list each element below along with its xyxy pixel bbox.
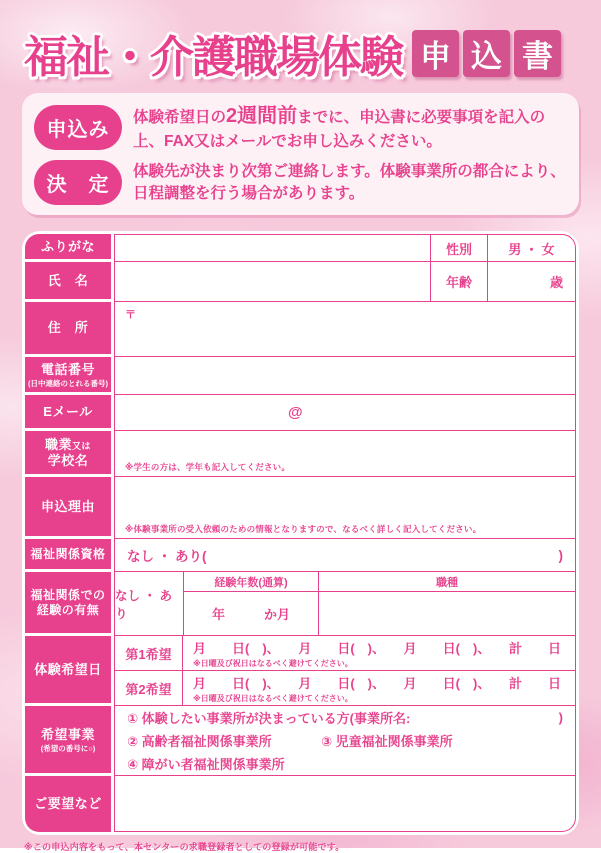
apply-text [133,102,567,153]
experience-label-line1: 福祉関係での [30,587,106,602]
second-choice-input[interactable] [183,671,575,705]
notice-decide-row [34,160,567,205]
date-choice-2 [115,671,575,705]
date-seg: 月 日( )、 [298,641,385,657]
row-experience [25,572,576,636]
page-title: 福祉・介護職場体験 [24,33,402,82]
name-label: 氏 名 [25,262,111,302]
business-option-4-text: ④ 障がい者福祉関係事業所 [127,757,285,773]
business-option-row-2 [127,731,563,750]
occupation-label-line2: 学校名 [47,452,89,468]
furigana-label: ふりがな [25,234,111,262]
row-name [25,262,576,302]
requests-input-area[interactable] [115,776,575,831]
business-label-sub: (希望の番号に○) [40,743,96,753]
date-seg: 月 日( )、 [403,641,491,657]
apply-text-emphasis: 2週間前 [226,105,298,127]
sex-label: 性別 [430,235,487,261]
date-seg: 計 日 [508,641,561,657]
first-choice-input[interactable] [183,636,575,670]
dates-label: 体験希望日 [25,636,111,706]
row-dates [25,636,576,706]
business-option-2[interactable]: ② 高齢者福祉関係事業所 [127,734,272,750]
experience-job-header: 職種 [318,572,575,591]
phone-label-main: 電話番号 [40,361,95,377]
date-seg: 月 日( )、 [403,676,491,692]
date-seg: 月 日( )、 [193,641,280,657]
row-phone [25,357,576,395]
decide-badge: 決 定 [34,160,122,205]
experience-years-input[interactable]: 年 か月 [183,592,318,635]
name-input-area[interactable] [115,262,430,301]
postal-mark: 〒 [125,309,136,322]
sex-choice[interactable]: 男 ・ 女 [487,235,575,261]
furigana-input-area[interactable] [115,235,430,261]
address-label: 住 所 [25,302,111,357]
experience-choice[interactable]: なし ・ あり [115,588,172,621]
requests-label: ご要望など [25,776,111,832]
business-label-main: 希望事業 [40,726,95,742]
experience-job-input[interactable] [318,592,575,635]
notice-box [22,93,579,215]
qualification-open: なし ・ あり( [127,549,207,565]
email-input-area[interactable] [115,395,575,430]
date-note-1: ※日曜及び祝日はなるべく避けてください。 [193,659,353,669]
row-occupation [25,431,576,477]
first-choice-label: 第1希望 [115,636,183,670]
business-option-4[interactable] [127,754,563,773]
title-box-1: 申 [412,30,459,77]
row-business [25,706,576,776]
row-furigana [25,234,576,262]
date-choice-1 [115,636,575,671]
qualification-label: 福祉関係資格 [25,539,111,572]
business-option-1-close: ) [558,710,563,726]
business-option-1-text: ① 体験したい事業所が決まっている方(事業所名: [127,711,411,727]
reason-label: 申込理由 [25,477,111,539]
business-option-1[interactable] [127,708,563,727]
row-address [25,302,576,357]
experience-years-header: 経験年数(通算) [183,572,318,591]
experience-subtable [183,572,575,635]
age-label: 年齢 [430,262,487,301]
business-label [25,706,111,776]
phone-input-area[interactable] [115,357,575,394]
phone-label [25,357,111,395]
second-choice-label: 第2希望 [115,671,183,705]
qualification-close: ) [558,547,563,563]
email-label: Eメール [25,395,111,431]
business-option-3[interactable]: ③ 児童福祉関係事業所 [321,734,453,750]
apply-text-post: までに、申込書に必要事項を記入の上、FAX又はメールでお申し込みください。 [133,109,546,150]
experience-label-line2: 経験の有無 [36,602,100,617]
date-note-2: ※日曜及び祝日はなるべく避けてください。 [193,694,353,704]
decide-text: 体験先が決まり次第ご連絡します。体験事業所の都合により、日程調整を行う場合があります。 [133,162,566,202]
apply-text-pre: 体験希望日の [133,109,227,126]
row-qualification [25,539,576,572]
date-seg: 月 日( )、 [193,676,280,692]
phone-label-sub: (日中連絡のとれる番号) [28,378,108,388]
title-box-3: 書 [514,30,561,77]
header [0,0,601,86]
row-reason [25,477,576,539]
title-boxes [412,30,561,77]
occupation-label-line1: 職業又は [44,436,92,452]
row-requests [25,776,576,832]
occupation-label [25,431,111,477]
row-email [25,395,576,431]
date-seg: 月 日( )、 [298,676,385,692]
experience-label [25,572,111,636]
at-mark: @ [288,404,303,422]
age-input-area[interactable]: 歳 [487,262,575,301]
business-options [115,706,575,775]
qualification-choice[interactable] [115,539,575,571]
apply-badge: 申込み [34,105,122,150]
address-input-area[interactable] [115,322,575,356]
date-seg: 計 日 [508,676,561,692]
notice-apply-row [34,102,567,153]
title-box-2: 込 [463,30,510,77]
occupation-note: ※学生の方は、学年も記入してください。 [125,462,291,473]
reason-note: ※体験事業所の受入依頼のための情報となりますので、なるべく詳しく記入してください。 [125,524,482,535]
footer-note: ※この申込内容をもって、本センターの求職登録者としての登録が可能です。 [24,842,345,853]
application-form-table [22,231,579,835]
